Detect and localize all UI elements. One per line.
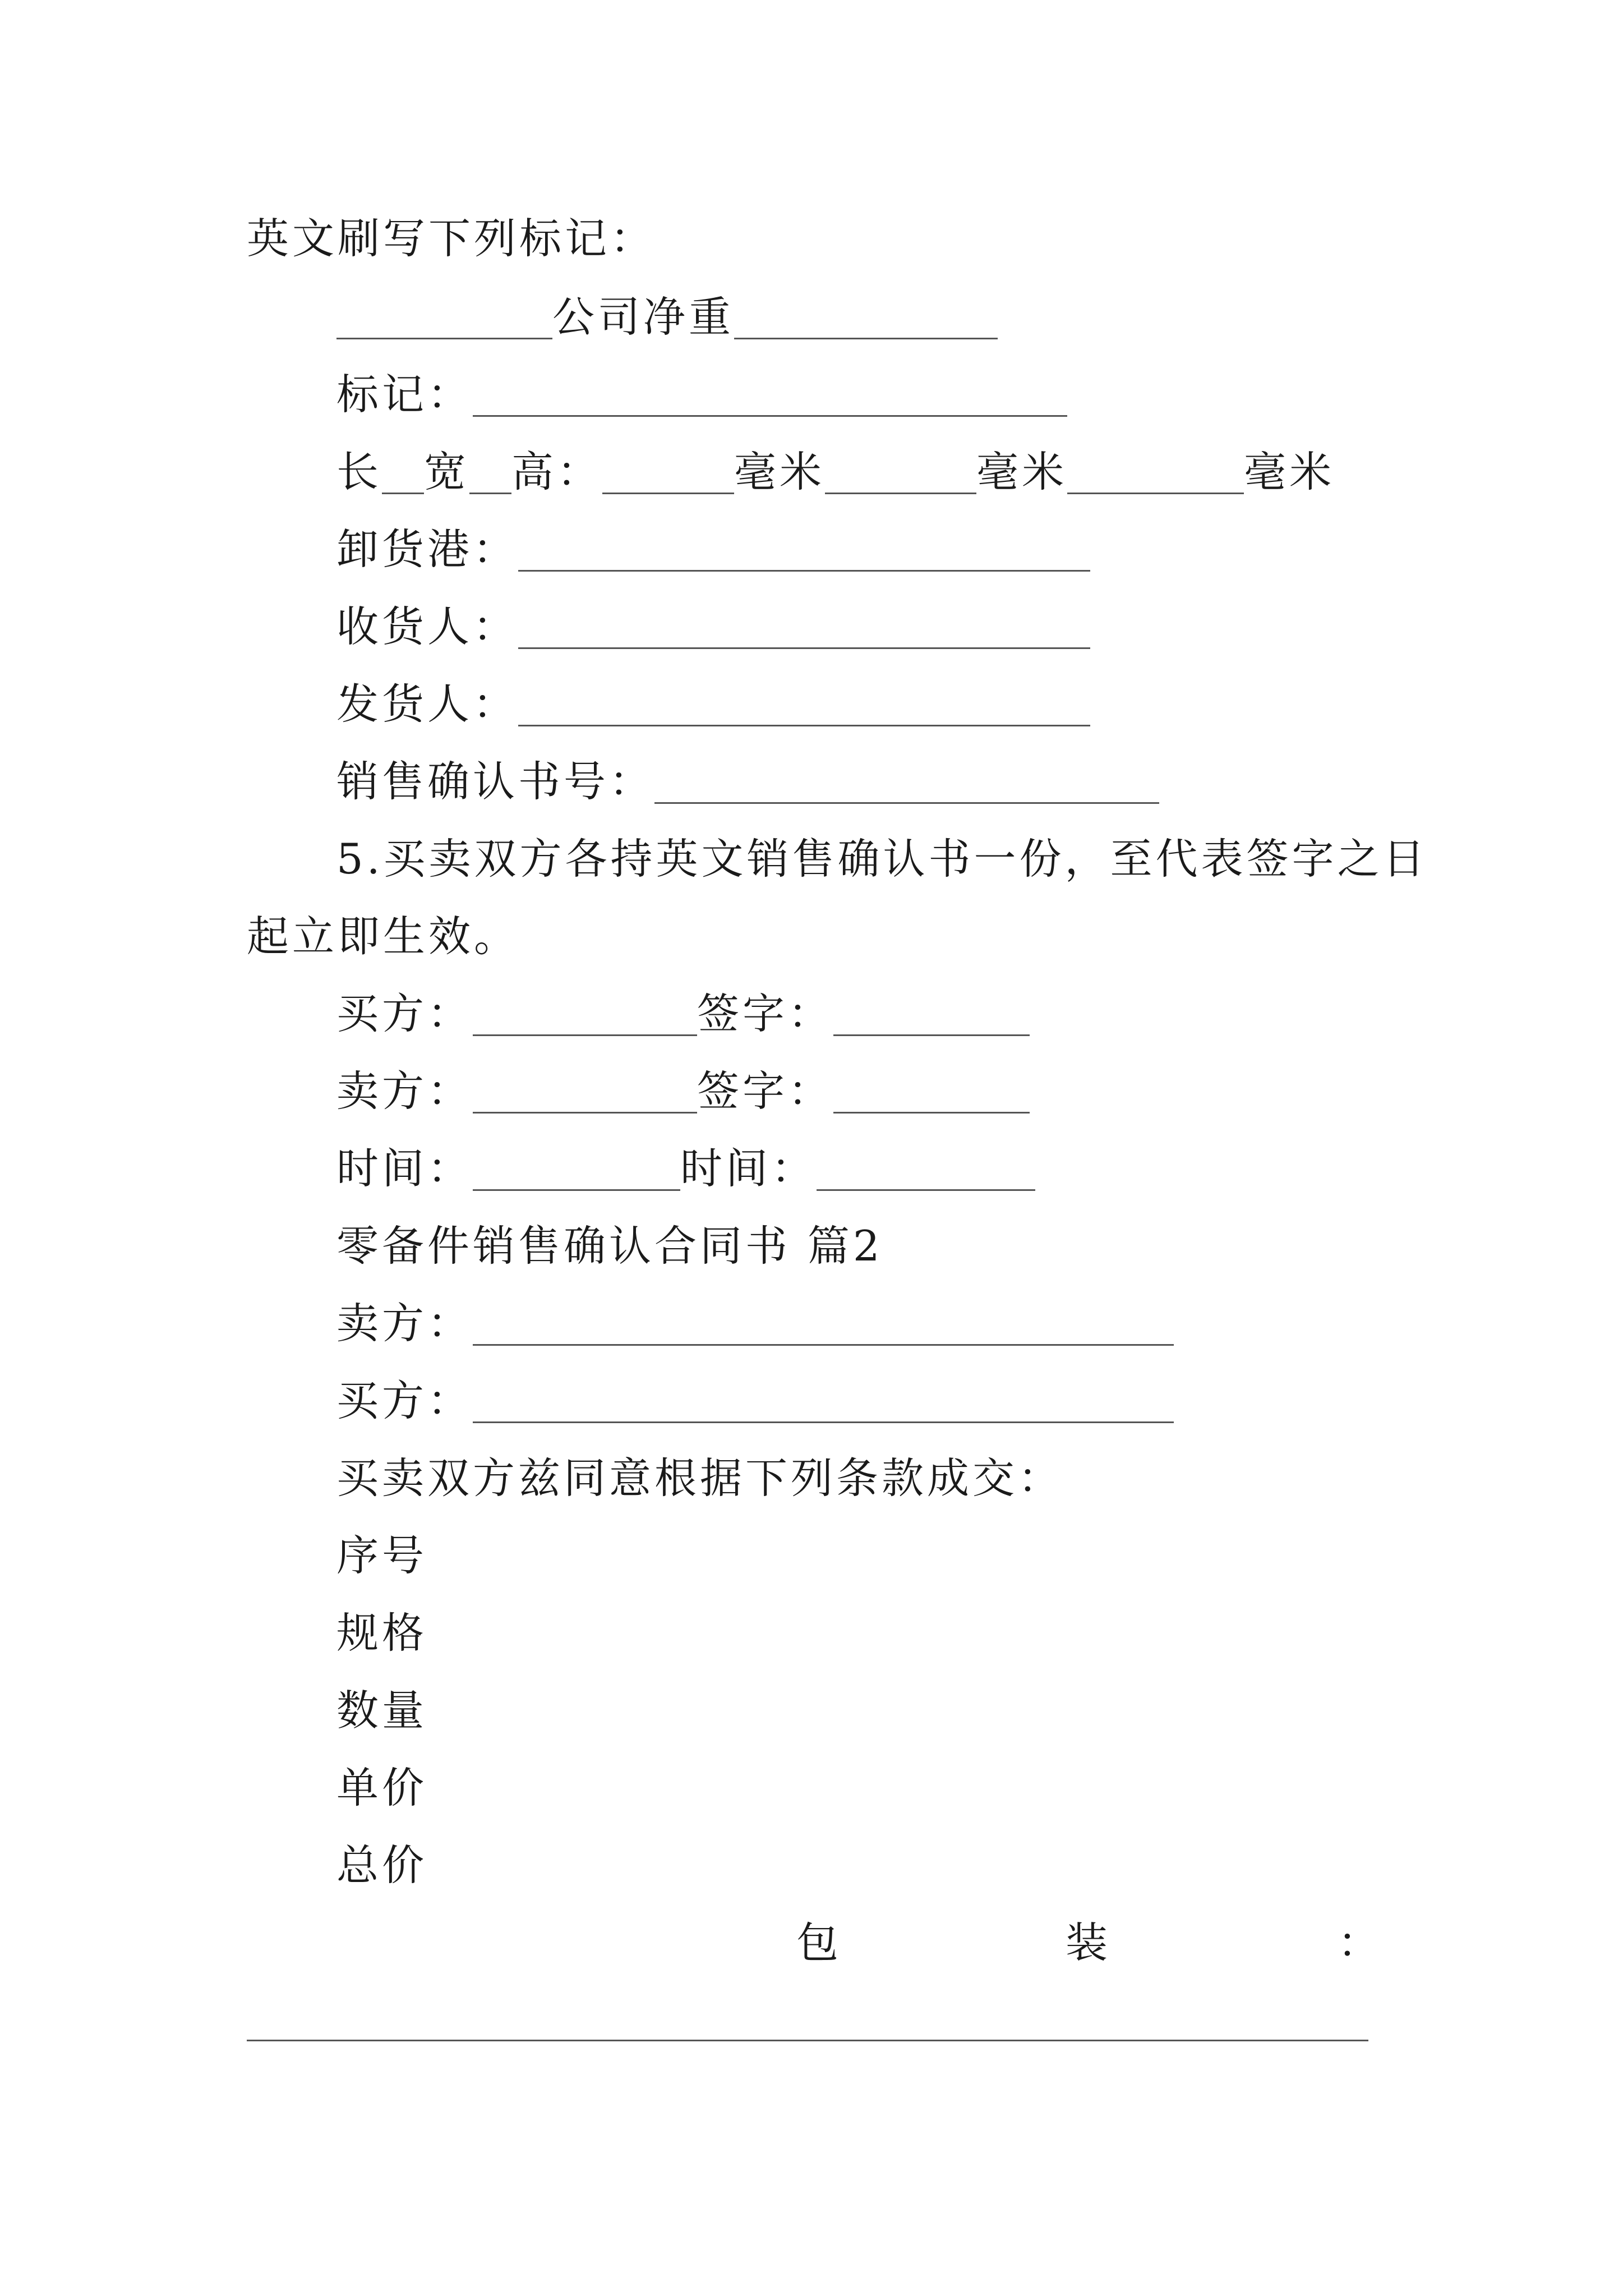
label: 销售确认书号： [336,757,655,806]
blank-line [833,1034,1030,1036]
blank-line [1067,492,1244,494]
text: 包 [796,1918,839,1967]
label: 卸货港： [336,524,519,574]
text: 买卖双方兹同意根据下列条款成交： [336,1453,1064,1503]
text: 5.买卖双方各持英文销售确认书一份，至代表签字之日 [336,834,1428,884]
section-title [336,1215,883,1277]
text: 长 [336,447,382,496]
blank-line [473,415,1067,417]
line-clause-5 [336,828,1428,890]
blank-line [469,492,511,494]
text: 总价 [336,1841,428,1890]
text: 高： [511,447,603,496]
line-company-weight [336,286,998,348]
blank-line [473,1034,697,1036]
label: 时间： [680,1144,817,1193]
text: 公司净重 [552,292,735,342]
line-buyer-signature [336,983,1030,1045]
text: 毫米 [976,447,1068,496]
label: 卖方： [336,1299,473,1348]
text: 宽 [424,447,470,496]
line-seller [336,1292,1174,1354]
blank-line [473,1189,680,1191]
item-quantity [336,1680,427,1741]
blank-line [833,1111,1030,1114]
text: 毫米 [734,447,826,496]
line-sales-confirmation-no [336,751,1159,812]
line-clause-5-cont [247,905,519,967]
text: 英文刷写下列标记： [247,214,656,263]
item-serial-no [336,1525,427,1586]
blank-line [473,1343,1174,1346]
line-dates [336,1138,1035,1199]
blank-line [825,492,976,494]
line-marking-intro [247,208,656,269]
label: 买方： [336,989,473,1038]
line-consignee [336,596,1090,657]
text: 单价 [336,1763,428,1812]
line-seller-signature [336,1060,1030,1122]
text: 零备件销售确认合同书 篇2 [336,1221,883,1271]
blank-line [336,337,552,339]
line-packaging [0,1912,1623,1973]
blank-line [602,492,734,494]
text: ： [1338,1918,1380,1967]
item-spec [336,1602,427,1664]
line-agreement [336,1447,1063,1509]
label: 签字： [697,989,834,1038]
blank-line [518,724,1090,726]
label: 发货人： [336,679,519,729]
text: 序号 [336,1531,428,1580]
label: 卖方： [336,1066,473,1116]
blank-line [518,647,1090,649]
line-dimensions [336,441,1335,503]
line-port [336,518,1090,580]
text: 毫米 [1244,447,1335,496]
text: 起立即生效。 [247,912,520,961]
blank-line [817,1189,1035,1191]
label: 买方： [336,1376,473,1425]
blank-line [654,802,1159,804]
blank-line [247,2040,1368,2041]
label: 时间： [336,1144,473,1193]
blank-line [734,337,998,339]
text: 规格 [336,1608,428,1658]
item-total-price [336,1834,427,1896]
blank-line [518,569,1090,572]
line-shipper [336,673,1090,735]
text: 装 [1066,1918,1108,1967]
item-unit-price [336,1757,427,1819]
line-buyer [336,1370,1174,1432]
label: 标记： [336,370,473,419]
line-marking [336,364,1067,425]
blank-line [473,1111,697,1114]
label: 签字： [697,1066,834,1116]
label: 收货人： [336,602,519,651]
text: 数量 [336,1686,428,1735]
blank-line [473,1421,1174,1423]
blank-line [382,492,424,494]
